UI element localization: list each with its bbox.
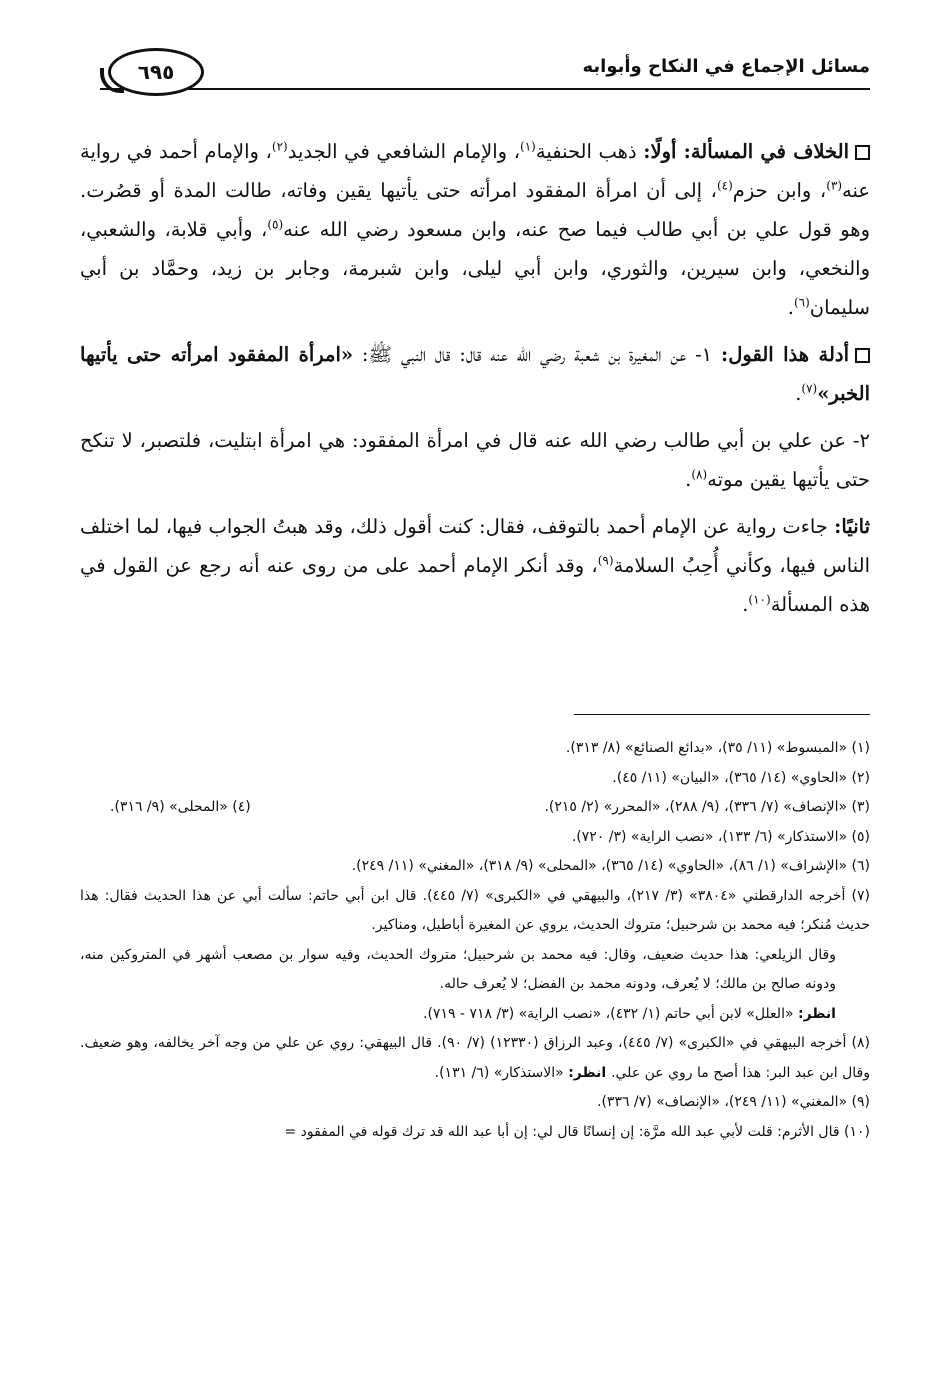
footnote-ref: (٣) xyxy=(826,178,843,193)
paragraph-second-view xyxy=(80,507,870,624)
footnote-ref: (٧) xyxy=(801,381,818,396)
page-number: ٦٩٥ xyxy=(137,60,175,84)
text-run: . xyxy=(742,593,749,616)
footnote: (٩) «المغني» (١١/ ٢٤٩)، «الإنصاف» (٧/ ٣٣٦). xyxy=(597,1094,870,1110)
text-run: ، إلى أن امرأة المفقود امرأته حتى يأتيها يقين وفاته، طالت المدة أو قصُرت. وهو قول علي بن أبي طالب فيما صح عنه، وابن مسعود رضي الله عنه xyxy=(80,179,871,241)
text-run: «الاستذكار» (٦/ ١٣١). xyxy=(434,1064,569,1081)
footnote-ref: (٦) xyxy=(793,295,810,310)
footnote: (١٠) قال الأثرم: قلت لأبي عبد الله مرَّة: إن إنسانًا قال لي: إن أبا عبد الله قد ترك قوله في المفقود = xyxy=(284,1123,870,1140)
footnote-row xyxy=(80,793,870,823)
text-run: ، وابن حزم xyxy=(732,179,827,202)
footnote: (٦) «الإشراف» (١/ ٨٦)، «الحاوي» (١٤/ ٣٦٥)، «المحلى» (٩/ ٣١٨)، «المغني» (١١/ ٢٤٩). xyxy=(351,858,870,874)
section-heading: الخلاف في المسألة: أولًا: xyxy=(643,140,849,163)
footnote: (٣) «الإنصاف» (٧/ ٣٣٦)، (٩/ ٢٨٨)، «المحرر» (٢/ ٢١٥). xyxy=(544,799,870,815)
text-run: . xyxy=(685,468,692,491)
text-run: ، والإمام أحمد في رواية عنه xyxy=(80,140,871,202)
footnote-ref: (٥) xyxy=(267,217,284,232)
section-heading: أدلة هذا القول: xyxy=(721,343,849,366)
footnote-ref: (٢) xyxy=(271,139,288,154)
section-heading: ثانيًا: xyxy=(834,515,870,538)
square-bullet-icon xyxy=(855,145,870,160)
see-label: انظر: xyxy=(797,1005,836,1022)
text-run: جاءت رواية عن الإمام أحمد بالتوقف، فقال: كنت أقول ذلك، وقد هبتُ الجواب فيها، لما اختلف الناس فيها، وكأني أُحِبُ السلامة xyxy=(80,515,870,577)
square-bullet-icon xyxy=(855,348,870,363)
text-run: ، وأبي قلابة، والشعبي، والنخعي، وابن سيرين، والثوري، وابن أبي ليلى، وابن شبرمة، وجابر بن زيد، وحمَّاد بن أبي سليمان xyxy=(80,218,870,319)
text-run: ، وقد أنكر الإمام أحمد على من روى عنه أنه رجع عن القول في هذه المسألة xyxy=(80,554,870,616)
footnotes xyxy=(80,734,870,1147)
footnote-ref: (١) xyxy=(520,139,536,154)
paragraph-evidence xyxy=(80,335,870,413)
running-header xyxy=(100,48,870,98)
footnote: (٥) «الاستذكار» (٦/ ١٣٣)، «نصب الراية» (٣/ ٧٢٠). xyxy=(571,828,870,845)
footnote-continuation: وقال الزيلعي: هذا حديث ضعيف، وقال: فيه محمد بن شرحبيل؛ متروك الحديث، وفيه سوار بن مصعب أشهر في المتروكين منه، ودونه صالح بن مالك؛ لا يُعرف، ودونه محمد بن الفضل؛ لا يُعرف حاله. xyxy=(80,946,836,992)
hadith-quote: «امرأة المفقود امرأته حتى يأتيها الخبر» xyxy=(80,343,870,405)
text-run: ذهب الحنفية xyxy=(535,140,644,163)
text-run: «العلل» لابن أبي حاتم (١/ ٤٣٢)، «نصب الراية» (٣/ ٧١٨ - ٧١٩). xyxy=(423,1005,798,1022)
paragraph-disagreement xyxy=(80,132,870,327)
main-text xyxy=(80,132,870,624)
footnote-continuation xyxy=(80,1000,836,1030)
paragraph-evidence-2 xyxy=(80,421,870,499)
footnote: (٧) أخرجه الدارقطني «٣٨٠٤» (٣/ ٢١٧)، والبيهقي في «الكبرى» (٧/ ٤٤٥). قال ابن أبي حاتم: سألت أبي عن هذا الحديث فقال: هذا حديث مُنكر؛ فيه محمد بن شرحبيل؛ متروك الحديث، يروي عن المغيرة أباطيل، ومناكير. xyxy=(80,887,870,933)
footnote xyxy=(80,1029,870,1088)
footnote-ref: (١٠) xyxy=(748,592,771,607)
footnote: (٤) «المحلى» (٩/ ٣١٦). xyxy=(110,799,251,815)
header-title: مسائل الإجماع في النكاح وأبوابه xyxy=(582,56,870,77)
footnote: (١) «المبسوط» (١١/ ٣٥)، «بدائع الصنائع» (٨/ ٣١٣). xyxy=(565,740,870,756)
footnote-ref: (٨) xyxy=(691,467,708,482)
footnote-ref: (٤) xyxy=(716,178,733,193)
text-run: . xyxy=(795,382,802,405)
text-run: (٨) أخرجه البيهقي في «الكبرى» (٧/ ٤٤٥)، وعبد الرزاق (١٢٣٣٠) (٧/ ٩٠). قال البيهقي: روي عن علي من وجه آخر يخالفه، وهو ضعيف. وقال ابن عبد البر: هذا أصح ما روي عن علي. xyxy=(80,1035,871,1081)
text-run: ، والإمام الشافعي في الجديد xyxy=(287,140,521,163)
text-run: . xyxy=(787,296,794,319)
footnote: (٢) «الحاوي» (١٤/ ٣٦٥)، «البيان» (١١/ ٤٥). xyxy=(612,769,870,786)
text-run: ١- عن المغيرة بن شعبة رضي الله عنه قال: قال النبي ﷺ: xyxy=(353,343,722,366)
text-run: ٢- عن علي بن أبي طالب رضي الله عنه قال في امرأة المفقود: هي امرأة ابتليت، فلتصبر، لا تنكح حتى يأتيها يقين موته xyxy=(80,429,870,491)
footnote-separator xyxy=(574,714,870,715)
see-label: انظر: xyxy=(568,1064,612,1081)
header-rule xyxy=(100,88,870,90)
footnote-ref: (٩) xyxy=(597,553,614,568)
